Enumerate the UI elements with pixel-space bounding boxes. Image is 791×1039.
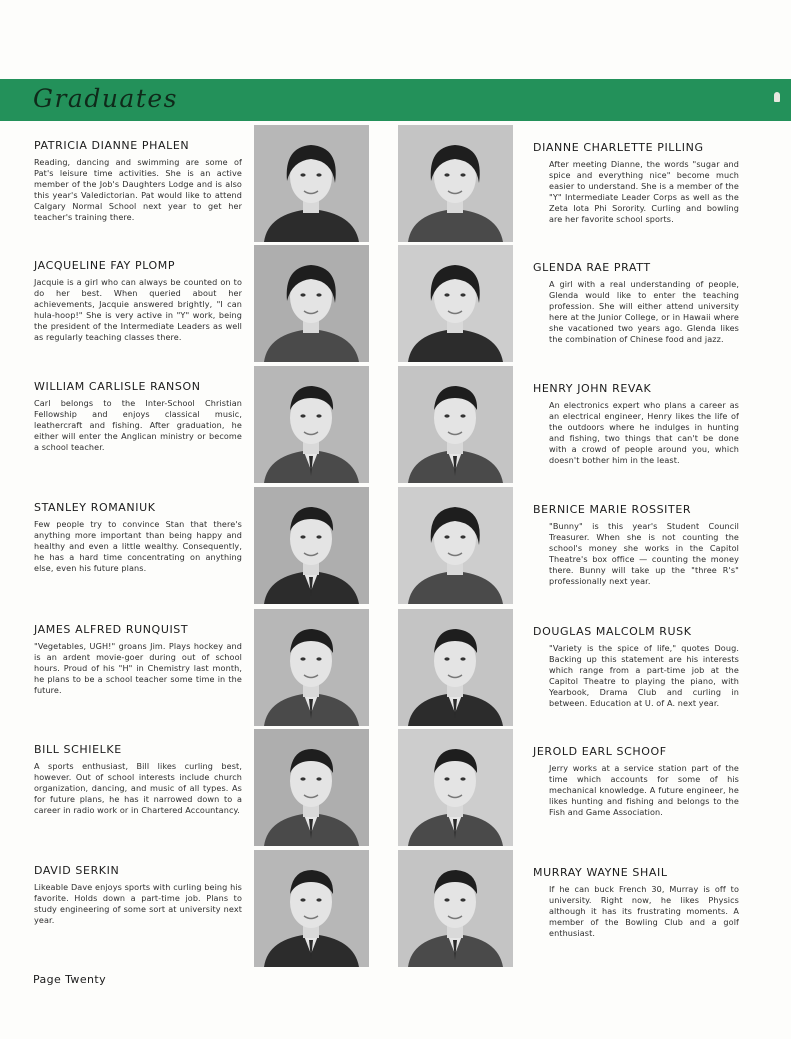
portrait-photo — [254, 729, 369, 846]
portrait-photo — [254, 245, 369, 362]
graduate-name: DAVID SERKIN — [34, 864, 120, 877]
page-title: Graduates — [33, 84, 179, 113]
graduate-bio: After meeting Dianne, the words "sugar and spice and everything nice" become much easier to understand. She is a member of the "Y" Intermediate Leader Corps as well as the Zeta Iota Phi Sorority. Curling and bowling are her favorite school sports. — [549, 159, 739, 225]
graduate-bio: "Vegetables, UGH!" groans Jim. Plays hockey and is an ardent movie-goer during out of school hours. Proud of his "H" in Chemistry last month, he plans to be a school teacher some time in the future. — [34, 641, 242, 696]
graduate-bio: Carl belongs to the Inter-School Christian Fellowship and enjoys classical music, leathercraft and fishing. After graduation, he either will enter the Anglican ministry or become a school teacher. — [34, 398, 242, 453]
graduate-name: JEROLD EARL SCHOOF — [533, 745, 667, 758]
portrait-photo — [254, 487, 369, 604]
graduate-name: PATRICIA DIANNE PHALEN — [34, 139, 190, 152]
portrait-photo — [398, 850, 513, 967]
graduate-bio: Likeable Dave enjoys sports with curling being his favorite. Holds down a part-time job. Plans to study engineering of some sort at university next year. — [34, 882, 242, 926]
graduate-name: MURRAY WAYNE SHAIL — [533, 866, 668, 879]
graduate-name: GLENDA RAE PRATT — [533, 261, 651, 274]
portrait-photo — [254, 125, 369, 242]
graduate-bio: Jerry works at a service station part of the time which accounts for some of his mechanical knowledge. A future engineer, he likes hunting and fishing and belongs to the Fish and Game Association. — [549, 763, 739, 818]
graduate-bio: Jacquie is a girl who can always be counted on to do her best. When queried about her achievements, Jacquie answered brightly, "I can hula-hoop!" She is very active in "Y" work, being the president of the Intermediate Leaders as well as regularly teaching classes there. — [34, 277, 242, 343]
portrait-photo — [398, 729, 513, 846]
page-number: Page Twenty — [33, 973, 106, 986]
portrait-photo — [254, 609, 369, 726]
graduate-name: JACQUELINE FAY PLOMP — [34, 259, 176, 272]
graduate-bio: Reading, dancing and swimming are some of Pat's leisure time activities. She is an active member of the Job's Daughters Lodge and is also this year's Valedictorian. Pat would like to attend Calgary Normal School next year to get her teacher's training there. — [34, 157, 242, 223]
graduate-name: STANLEY ROMANIUK — [34, 501, 156, 514]
graduate-name: BILL SCHIELKE — [34, 743, 122, 756]
graduate-bio: If he can buck French 30, Murray is off to university. Right now, he likes Physics although it has its frustrating moments. A member of the Bowling Club and a golf enthusiast. — [549, 884, 739, 939]
graduate-name: DIANNE CHARLETTE PILLING — [533, 141, 704, 154]
graduate-name: JAMES ALFRED RUNQUIST — [34, 623, 189, 636]
graduate-name: HENRY JOHN REVAK — [533, 382, 652, 395]
graduate-name: DOUGLAS MALCOLM RUSK — [533, 625, 692, 638]
portrait-photo — [398, 125, 513, 242]
portrait-photo — [398, 245, 513, 362]
portrait-photo — [398, 609, 513, 726]
graduate-bio: An electronics expert who plans a career as an electrical engineer, Henry likes the life of the outdoors where he indulges in hunting and fishing, two things that can't be done with a crowd of people around you, which doesn't bother him in the least. — [549, 400, 739, 466]
portrait-photo — [398, 487, 513, 604]
graduate-bio: "Bunny" is this year's Student Council Treasurer. When she is not counting the school's money she works in the Capitol Theatre's box office — counting the money there. Bunny will take up the "three R's" professionally next year. — [549, 521, 739, 587]
portrait-photo — [254, 366, 369, 483]
graduate-bio: A girl with a real understanding of people, Glenda would like to enter the teaching profession. She will either attend university here at the Junior College, or in Hawaii where she vacationed two years ago. Glenda likes the combination of Chinese food and jazz. — [549, 279, 739, 345]
portrait-photo — [254, 850, 369, 967]
graduate-name: BERNICE MARIE ROSSITER — [533, 503, 692, 516]
graduate-name: WILLIAM CARLISLE RANSON — [34, 380, 201, 393]
graduate-bio: A sports enthusiast, Bill likes curling best, however. Out of school interests include church organization, dancing, and music of all types. As for future plans, he has it narrowed down to a career in radio work or in Chartered Accountancy. — [34, 761, 242, 816]
portrait-photo — [398, 366, 513, 483]
graduate-bio: Few people try to convince Stan that there's anything more important than being happy and healthy and even a little wealthy. Consequently, he has a hard time concentrating on anything else, even his future plans. — [34, 519, 242, 574]
graduate-bio: "Variety is the spice of life," quotes Doug. Backing up this statement are his interests which range from a part-time job at the Capitol Theatre to playing the piano, with Yearbook, Drama Club and curling in between. Education at U. of A. next year. — [549, 643, 739, 709]
page-mark — [774, 92, 780, 102]
